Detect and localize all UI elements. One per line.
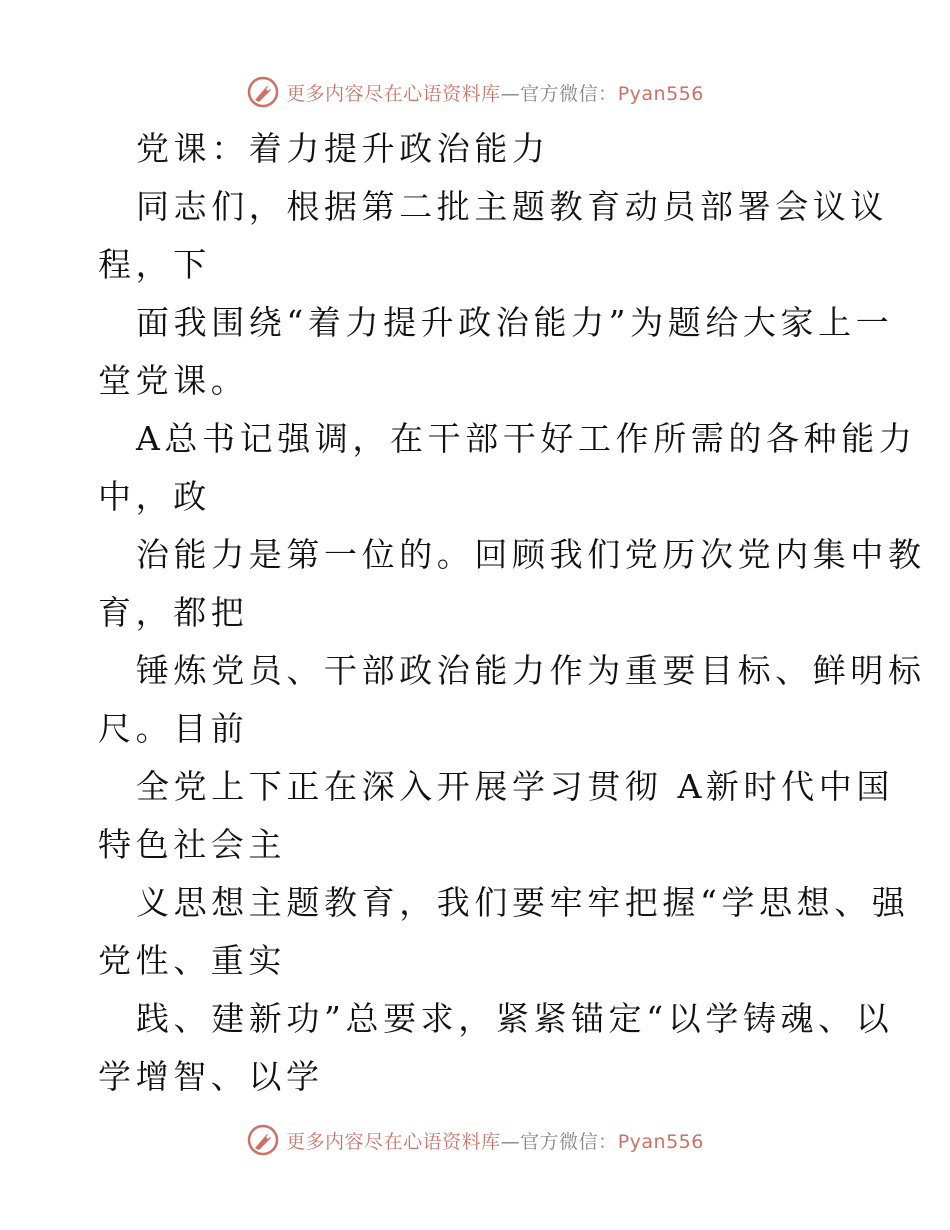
document-body xyxy=(0,120,950,1106)
text-line: A总书记强调，在干部干好工作所需的各种能力 xyxy=(136,419,917,458)
footer-watermark xyxy=(0,1120,950,1160)
text-line: 治能力是第一位的。回顾我们党历次党内集中教 xyxy=(136,535,926,574)
pen-nib-icon xyxy=(246,75,280,109)
pen-nib-icon xyxy=(246,1123,280,1157)
text-line: 同志们，根据第二批主题教育动员部署会议议 xyxy=(136,187,888,226)
watermark-label: 官方微信： xyxy=(520,82,618,105)
watermark-text xyxy=(286,79,704,106)
text-line: 堂党课。 xyxy=(98,361,249,400)
watermark-account: Pyan556 xyxy=(617,1130,704,1153)
text-line: 锤炼党员、干部政治能力作为重要目标、鲜明标 xyxy=(136,651,926,690)
watermark-label: 官方微信： xyxy=(520,1130,618,1153)
text-line: 面我围绕“着力提升政治能力”为题给大家上一 xyxy=(136,303,894,342)
text-line: 全党上下正在深入开展学习贯彻 A新时代中国 xyxy=(136,767,894,806)
text-line: 义思想主题教育，我们要牢牢把握“学思想、强 xyxy=(136,883,910,922)
text-line: 尺。目前 xyxy=(98,709,249,748)
text-line: 育，都把 xyxy=(98,593,249,632)
text-line: 程，下 xyxy=(98,245,211,284)
watermark-brand: 更多内容尽在心语资料库 xyxy=(286,82,501,105)
watermark-brand: 更多内容尽在心语资料库 xyxy=(286,1130,501,1153)
watermark-separator: — xyxy=(500,1130,521,1153)
text-line: 党性、重实 xyxy=(98,941,286,980)
text-line: 践、建新功”总要求，紧紧锚定“以学铸魂、以 xyxy=(136,999,894,1038)
watermark-account: Pyan556 xyxy=(617,82,704,105)
header-watermark xyxy=(0,72,950,112)
text-line: 学增智、以学 xyxy=(98,1057,324,1096)
text-line: 中，政 xyxy=(98,477,211,516)
document-title: 党课：着力提升政治能力 xyxy=(136,129,550,168)
watermark-text xyxy=(286,1127,704,1154)
watermark-separator: — xyxy=(500,82,521,105)
text-line: 特色社会主 xyxy=(98,825,286,864)
